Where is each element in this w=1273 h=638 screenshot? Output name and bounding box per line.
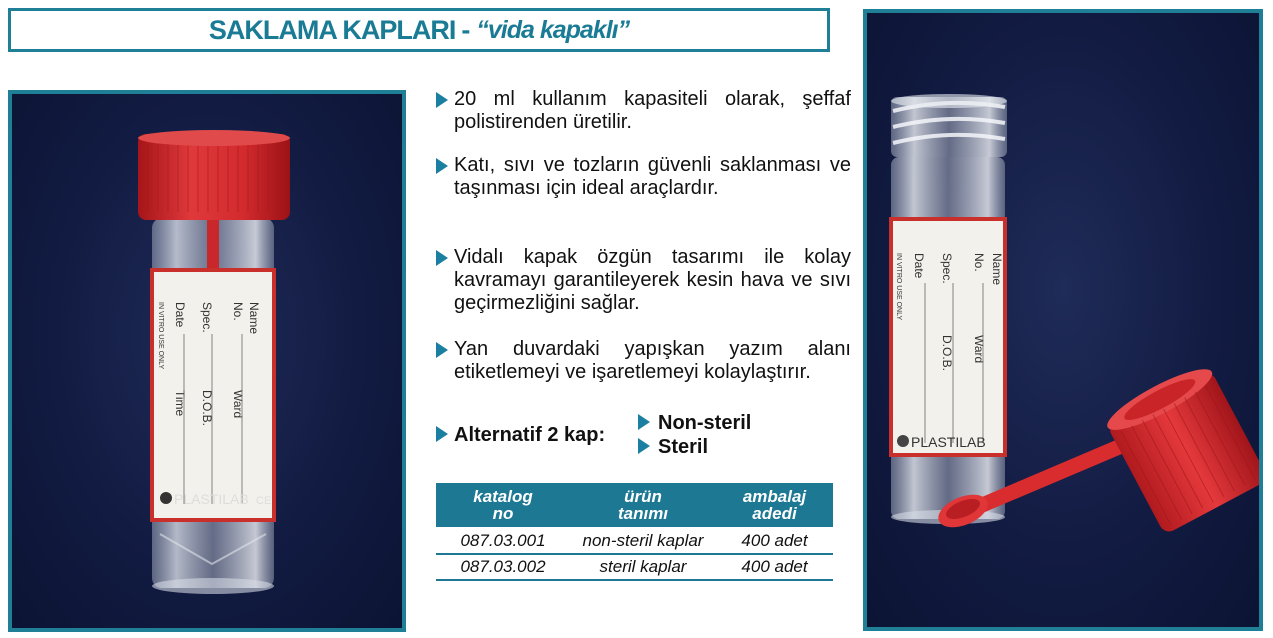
- catalog-table: [436, 483, 833, 581]
- arrow-bullet-icon: [436, 92, 448, 108]
- red-cap: [138, 134, 290, 220]
- label-spec: Spec.: [200, 302, 214, 333]
- cell-catalog-no: 087.03.001: [460, 531, 546, 550]
- arrow-bullet-icon: [638, 438, 650, 454]
- container-label: [152, 270, 274, 520]
- arrow-bullet-icon: [436, 426, 448, 442]
- arrow-bullet-icon: [436, 342, 448, 358]
- plastilab-logo-icon: [160, 492, 172, 504]
- alternative-option: Non-steril: [658, 412, 752, 434]
- container-label: [891, 219, 1005, 455]
- brand-text: PLASTILAB: [174, 491, 249, 507]
- label-ward: Ward: [231, 390, 245, 419]
- alternative-option: Steril: [658, 436, 709, 458]
- label-dob: D.O.B.: [200, 390, 214, 427]
- label-name: Name: [247, 302, 261, 335]
- label-spec: Spec.: [940, 253, 954, 284]
- label-date: Date: [912, 253, 926, 279]
- plastilab-logo-icon: [897, 435, 909, 447]
- label-dob: D.O.B.: [940, 335, 954, 372]
- red-cap: [1101, 359, 1259, 534]
- brand-text: PLASTILAB: [911, 434, 986, 450]
- table-row: [436, 555, 833, 581]
- label-no: No.: [972, 253, 986, 272]
- cell-product: steril kaplar: [599, 557, 687, 576]
- column-header-product: ürün tanımı: [617, 487, 669, 523]
- label-ward: Ward: [972, 335, 986, 364]
- alternatives-label: Alternatif 2 kap:: [454, 424, 606, 446]
- column-header-catalog: katalog no: [473, 487, 533, 523]
- label-name: Name: [990, 253, 1004, 286]
- alternatives-block: [436, 411, 836, 459]
- label-no: No.: [231, 302, 245, 321]
- feature-item: Yan duvardaki yapışkan yazım alanı etiketlemeyi ve işaretlemeyi kolaylaştırır.: [436, 338, 851, 384]
- arrow-bullet-icon: [436, 158, 448, 174]
- cell-product: non-steril kaplar: [582, 531, 704, 550]
- title-banner: [8, 8, 830, 52]
- arrow-bullet-icon: [638, 414, 650, 430]
- cell-package: 400 adet: [741, 557, 808, 576]
- label-ivd: IN VITRO USE ONLY: [895, 253, 902, 321]
- page-title: SAKLAMA KAPLARI: [208, 14, 456, 45]
- label-date: Date: [173, 302, 187, 328]
- feature-item: 20 ml kullanım kapasiteli olarak, şeffaf polistirenden üretilir.: [436, 88, 851, 134]
- feature-item: Katı, sıvı ve tozların güvenli saklanması ve taşınması için ideal araçlardır.: [436, 154, 851, 200]
- cell-catalog-no: 087.03.002: [460, 557, 546, 576]
- table-header: [436, 483, 833, 529]
- arrow-bullet-icon: [436, 250, 448, 266]
- label-time: Time: [173, 390, 187, 417]
- cell-package: 400 adet: [741, 531, 808, 550]
- label-ivd: IN VITRO USE ONLY: [157, 302, 164, 370]
- product-photo-open: [863, 9, 1263, 631]
- page-subtitle: “vida kapaklı”: [476, 15, 630, 44]
- table-row: [436, 529, 833, 555]
- title-separator: -: [461, 14, 471, 45]
- feature-item: Vidalı kapak özgün tasarımı ile kolay kavramayı garantileyerek kesin hava ve sıvı geçirmezliğini sağlar.: [436, 246, 851, 315]
- ce-mark: CE: [256, 495, 272, 507]
- column-header-package: ambalaj adedi: [742, 487, 807, 523]
- product-photo-closed: [8, 90, 406, 632]
